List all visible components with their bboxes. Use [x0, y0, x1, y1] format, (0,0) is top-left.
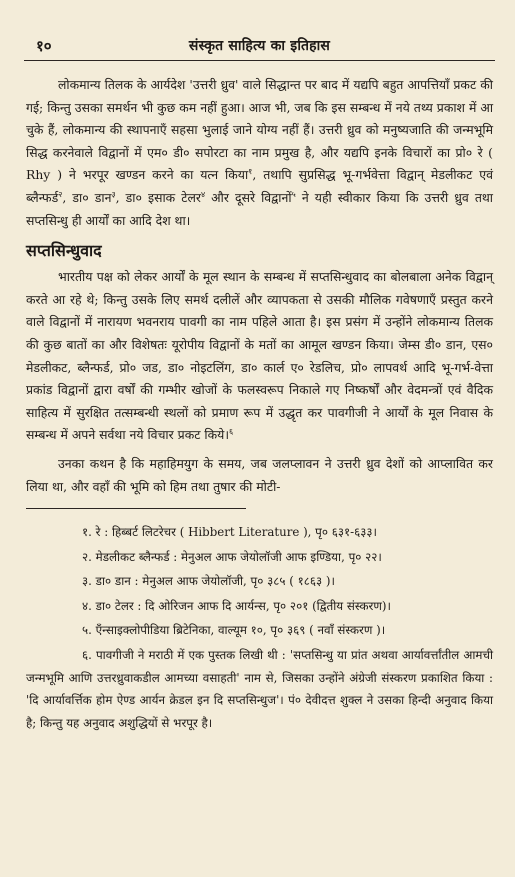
- page-header: [24, 36, 495, 56]
- footnote: [26, 619, 493, 642]
- footnote-number: ३.: [82, 574, 92, 589]
- footnote-text: डा० डान : मेनुअल आफ जेयोलॉजी, पृ० ३८५ ( १८६३ )।: [95, 574, 336, 589]
- footnote-text: एँन्साइक्लोपीडिया ब्रिटेनिका, वाल्यूम १०, पृ० ३६९ ( नवाँ संस्करण )।: [95, 623, 386, 638]
- footnote-rule: [26, 508, 246, 509]
- section-heading: सप्तसिन्धुवाद: [26, 241, 102, 261]
- footnote-text: पावगीजी ने मराठी में एक पुस्तक लिखी थी : 'सप्तसिन्धु या प्रांत अथवा आर्यावर्त्तांतील आमची जन्मभूमि आणि उत्तरध्रुवाकडील आमच्या वसाहती' नाम से, जिसका उन्होंने अंग्रेजी संस्करण प्रकाशित किया : 'दि आर्यावर्त्तिक होम ऐण्ड आर्यन क्रेडल इन दि सप्तसिन्धुज'। पं० देवीदत्त शुक्ल ने उसका हिन्दी अनुवाद किया है; किन्तु यह अनुवाद अशुद्धियों से भरपूर है।: [26, 648, 494, 730]
- footnote-ref-4: ४: [200, 189, 206, 199]
- footnote: [26, 546, 493, 569]
- footnote-ref-6: ६: [229, 427, 234, 437]
- paragraph-text: लोकमान्य तिलक के आर्यदेश 'उत्तरी ध्रुव' वाले सिद्धान्त पर बाद में यद्यपि बहुत आपत्तियाँ प्रकट की गई; किन्तु उसका समर्थन भी कुछ कम नहीं हुआ। आज भी, जब कि इस सम्बन्ध में नये तथ्य प्रकाश में आ चुके हैं, लोकमान्य की स्थापनाएँ सहसा भुलाई जाने योग्य नहीं हैं। उत्तरी ध्रुव को मनुष्यजाति की जन्मभूमि सिद्ध करनेवाले विद्वानों में एम० डी० सपोरटा का नाम प्रमुख है, और यद्यपि इनके विचारों का प्रो० रे ( Rhy ) ने भरपूर खण्डन करने का यत्न किया: [26, 77, 493, 183]
- footnote: [26, 644, 493, 734]
- footnote-text: रे : हिब्बर्ट लिटरेचर ( Hibbert Literature ), पृ० ६३१-६३३।: [95, 525, 378, 540]
- footnote-ref-3: ३: [111, 189, 116, 199]
- footnote-number: २.: [82, 549, 92, 564]
- paragraph-text: , डा० डान: [62, 189, 112, 205]
- paragraph-text: , डा० इसाक टेलर: [115, 189, 201, 205]
- footnote-number: ६.: [82, 648, 92, 663]
- paragraph-text: और दूसरे विद्वानों: [205, 189, 292, 205]
- page-content: [26, 74, 493, 736]
- paragraph-text: ने यही स्वीकार किया कि उत्तरी ध्रुव तथा सप्तसिन्धु ही आर्यों का आदि देश था।: [26, 189, 494, 228]
- footnote-ref-5: ५: [291, 189, 296, 199]
- paragraph-text: , तथापि सुप्रसिद्ध भू-गर्भवेत्ता विद्वान् मेडलीकट एवं ब्लैन्फर्ड: [26, 167, 493, 205]
- paragraph-tilak-theory: [26, 74, 493, 232]
- footnote: [26, 570, 493, 593]
- footnote-number: १.: [82, 525, 92, 540]
- paragraph-ice-age: उनका कथन है कि महाहिमयुग के समय, जब जलप्लावन ने उत्तरी ध्रुव देशों को आप्लावित कर लिया था, और वहाँ की भूमि को हिम तथा तुषार की मोटी-: [26, 455, 493, 494]
- footnote-ref-1: १: [248, 167, 253, 177]
- footnote-text: मेडलीकट ब्लैन्फर्ड : मेनुअल आफ जेयोलॉजी आफ इण्डिया, पृ० २२।: [95, 549, 382, 564]
- footnote: [26, 595, 493, 618]
- footnote: [26, 521, 493, 544]
- header-rule: [24, 60, 495, 61]
- running-title: संस्कृत साहित्य का इतिहास: [188, 38, 331, 54]
- footnote-ref-2: २: [58, 189, 63, 199]
- footnote-list: [26, 521, 493, 734]
- footnote-number: ५.: [82, 623, 92, 638]
- paragraph-saptasindhu: [26, 266, 493, 447]
- page-number: १०: [36, 37, 52, 55]
- footnote-number: ४.: [82, 598, 92, 613]
- footnote-text: डा० टेलर : दि ओरिजन आफ दि आर्यन्स, पृ० २०१ (द्वितीय संस्करण)।: [95, 598, 391, 613]
- paragraph-text: भारतीय पक्ष को लेकर आर्यों के मूल स्थान के सम्बन्ध में सप्तसिन्धुवाद का बोलबाला अनेक विद्वान् करते आ रहे थे; किन्तु उसके लिए समर्थ दलीलें और व्यापकता से उसकी मौलिक गवेषणाएँ प्रस्तुत करने वाले विद्वानों में नारायण भवनराय पावगी का नाम पहिले आता है। इस प्रसंग में उन्होंने लोकमान्य तिलक की कुछ बातों का और विशेषतः यूरोपीय विद्वानों के मतों का आमूल खण्डन किया। जेम्स डी० डान, एस० मेडलीकट, ब्लैन्फर्ड, प्रो० जड, डा० नोइटलिंग, डा० कार्ल ए० रेडलिच, प्रो० लापवर्थ आदि भू-गर्भ-वेत्ता प्रकांड विद्वानों द्वारा वर्षों की गम्भीर खोजों के फलस्वरूप निकाले गए निष्कर्षों और वेदमन्त्रों एवं वैदिक साहित्य में सुरक्षित तत्सम्बन्धी स्थलों को प्रमाण रूप में उद्धृत कर पावगीजी ने आर्यों के मूल निवास के सम्बन्ध में अपने सर्वथा नये विचार प्रकट किये।: [26, 269, 493, 443]
